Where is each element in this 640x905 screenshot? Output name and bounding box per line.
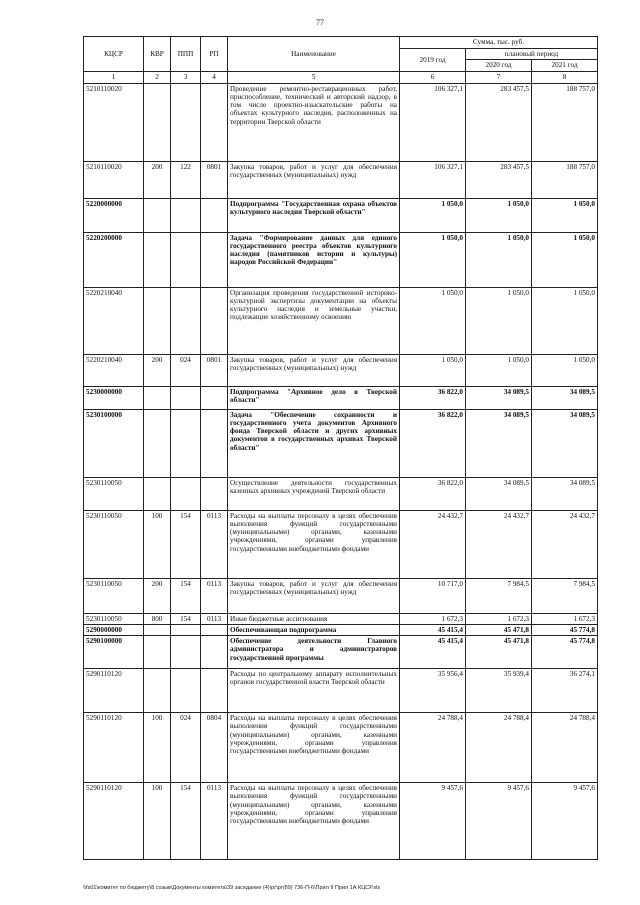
rp-cell: 0804	[201, 713, 228, 783]
rp-cell: 0801	[201, 354, 228, 386]
kcsr-cell: 5230110050	[84, 578, 144, 613]
rp-cell	[201, 669, 228, 713]
ppp-cell	[171, 636, 201, 669]
kcsr-cell: 5290000000	[84, 624, 144, 635]
value-2020-cell: 34 089,5	[466, 386, 532, 409]
kvr-cell	[144, 477, 171, 510]
value-2019-cell: 106 327,1	[400, 83, 466, 161]
kcsr-cell: 5220200000	[84, 232, 144, 287]
header-sum: Сумма, тыс. руб.	[400, 37, 598, 49]
name-cell: Обеспечивающая подпрограмма	[228, 624, 400, 635]
ppp-cell	[171, 232, 201, 287]
kcsr-cell: 5230110050	[84, 477, 144, 510]
value-2020-cell: 24 432,7	[466, 510, 532, 578]
name-cell: Закупка товаров, работ и услуг для обеспечения государственных (муниципальных) нужд	[228, 578, 400, 613]
ppp-cell	[171, 624, 201, 635]
value-2021-cell: 45 774,8	[532, 636, 598, 669]
value-2019-cell: 35 956,4	[400, 669, 466, 713]
value-2020-cell: 283 457,5	[466, 83, 532, 161]
table-row	[84, 386, 598, 409]
rp-cell	[201, 287, 228, 354]
kcsr-cell: 5230000000	[84, 386, 144, 409]
value-2021-cell: 24 788,4	[532, 713, 598, 783]
kcsr-cell: 5220210040	[84, 354, 144, 386]
value-2019-cell: 10 717,0	[400, 578, 466, 613]
value-2020-cell: 34 089,5	[466, 477, 532, 510]
ppp-cell: 154	[171, 613, 201, 624]
kvr-cell: 200	[144, 354, 171, 386]
value-2019-cell: 1 672,3	[400, 613, 466, 624]
ppp-cell	[171, 386, 201, 409]
table-row	[84, 477, 598, 510]
name-cell: Проведение ремонтно-реставрационных работ, приспособление, технический и авторский надзор, в том числе проектно-изыскательские работы на объектах культурного наследия, расположенных на территории Тверской области	[228, 83, 400, 161]
ppp-cell: 122	[171, 161, 201, 198]
table-row	[84, 232, 598, 287]
rp-cell: 0801	[201, 161, 228, 198]
column-number: 2	[144, 71, 171, 83]
header-plan-period: плановый период	[466, 49, 598, 60]
name-cell: Расходы на выплаты персоналу в целях обеспечения выполнения функций государственными (муниципальными) органами, казенными учреждениями, органами управления государственными внебюджетными фондами	[228, 713, 400, 783]
kvr-cell: 100	[144, 713, 171, 783]
kvr-cell	[144, 624, 171, 635]
ppp-cell	[171, 83, 201, 161]
kvr-cell: 100	[144, 510, 171, 578]
value-2020-cell: 24 788,4	[466, 713, 532, 783]
table-row	[84, 510, 598, 578]
kvr-cell	[144, 287, 171, 354]
value-2020-cell: 1 050,0	[466, 232, 532, 287]
kcsr-cell: 5290110120	[84, 669, 144, 713]
table-row	[84, 613, 598, 624]
kvr-cell: 200	[144, 578, 171, 613]
value-2021-cell: 188 757,0	[532, 83, 598, 161]
header-ppp: ППП	[171, 37, 201, 72]
rp-cell	[201, 636, 228, 669]
value-2021-cell: 9 457,6	[532, 783, 598, 860]
value-2021-cell: 1 050,0	[532, 198, 598, 232]
column-number: 5	[228, 71, 400, 83]
table-row	[84, 624, 598, 635]
value-2021-cell: 1 050,0	[532, 354, 598, 386]
value-2020-cell: 1 050,0	[466, 287, 532, 354]
table-row	[84, 287, 598, 354]
header-2021: 2021 год	[532, 60, 598, 71]
value-2020-cell: 7 984,5	[466, 578, 532, 613]
value-2021-cell: 188 757,0	[532, 161, 598, 198]
rp-cell	[201, 624, 228, 635]
ppp-cell: 024	[171, 713, 201, 783]
value-2019-cell: 45 415,4	[400, 636, 466, 669]
name-cell: Обеспечение деятельности Главного администратора и администраторов государственной программы	[228, 636, 400, 669]
value-2019-cell: 24 432,7	[400, 510, 466, 578]
column-number: 7	[466, 71, 532, 83]
value-2021-cell: 34 089,5	[532, 477, 598, 510]
kcsr-cell: 5230110050	[84, 613, 144, 624]
table-row	[84, 783, 598, 860]
table-row	[84, 198, 598, 232]
kcsr-cell: 5290110120	[84, 713, 144, 783]
table-row	[84, 161, 598, 198]
value-2021-cell: 34 089,5	[532, 409, 598, 477]
value-2019-cell: 106 327,1	[400, 161, 466, 198]
kvr-cell: 100	[144, 783, 171, 860]
header-kvr: КВР	[144, 37, 171, 72]
table-row	[84, 636, 598, 669]
kvr-cell	[144, 83, 171, 161]
value-2021-cell: 24 432,7	[532, 510, 598, 578]
value-2021-cell: 36 274,1	[532, 669, 598, 713]
value-2019-cell: 36 822,0	[400, 409, 466, 477]
value-2020-cell: 1 050,0	[466, 198, 532, 232]
rp-cell	[201, 232, 228, 287]
column-number: 4	[201, 71, 228, 83]
table-row	[84, 354, 598, 386]
kvr-cell	[144, 669, 171, 713]
header-name: Наименование	[228, 37, 400, 72]
rp-cell	[201, 477, 228, 510]
header-rp: РП	[201, 37, 228, 72]
value-2019-cell: 1 050,0	[400, 287, 466, 354]
kvr-cell	[144, 198, 171, 232]
name-cell: Подпрограмма "Государственная охрана объектов культурного наследия Тверской области"	[228, 198, 400, 232]
column-number: 8	[532, 71, 598, 83]
rp-cell	[201, 198, 228, 232]
value-2020-cell: 1 672,3	[466, 613, 532, 624]
value-2021-cell: 45 774,8	[532, 624, 598, 635]
table-row	[84, 578, 598, 613]
table-row	[84, 669, 598, 713]
value-2019-cell: 36 822,0	[400, 477, 466, 510]
name-cell: Закупка товаров, работ и услуг для обеспечения государственных (муниципальных) нужд	[228, 354, 400, 386]
value-2019-cell: 24 788,4	[400, 713, 466, 783]
name-cell: Расходы на выплаты персоналу в целях обеспечения выполнения функций государственными (муниципальными) органами, казенными учреждениями, органами управления государственными внебюджетными фондами	[228, 783, 400, 860]
kcsr-cell: 5220000000	[84, 198, 144, 232]
rp-cell: 0113	[201, 613, 228, 624]
ppp-cell: 154	[171, 510, 201, 578]
page-number: 77	[316, 18, 324, 27]
header-2020: 2020 год	[466, 60, 532, 71]
name-cell: Расходы по центральному аппарату исполнительных органов государственной власти Тверской области	[228, 669, 400, 713]
kvr-cell: 200	[144, 161, 171, 198]
ppp-cell	[171, 477, 201, 510]
header-kcsr: КЦСР	[84, 37, 144, 72]
value-2020-cell: 35 939,4	[466, 669, 532, 713]
rp-cell	[201, 83, 228, 161]
kcsr-cell: 5210110020	[84, 83, 144, 161]
kcsr-cell: 5210110020	[84, 161, 144, 198]
kcsr-cell: 5230110050	[84, 510, 144, 578]
kvr-cell	[144, 409, 171, 477]
value-2020-cell: 9 457,6	[466, 783, 532, 860]
kvr-cell	[144, 386, 171, 409]
header-2019: 2019 год	[400, 49, 466, 72]
kcsr-cell: 5290100000	[84, 636, 144, 669]
name-cell: Осуществление деятельности государственных казенных архивных учреждений Тверской области	[228, 477, 400, 510]
file-path-footer: \\fs01\комитет по бюджету\8 созыв\Документы комитета\39 заседание (4)\рг\рг(89) 736-П-6\Прил 9 Прил 1А КЦСР.xls	[83, 885, 381, 891]
value-2020-cell: 283 457,5	[466, 161, 532, 198]
ppp-cell: 154	[171, 578, 201, 613]
kcsr-cell: 5220210040	[84, 287, 144, 354]
kcsr-cell: 5290110120	[84, 783, 144, 860]
value-2021-cell: 7 984,5	[532, 578, 598, 613]
kvr-cell	[144, 636, 171, 669]
value-2020-cell: 45 471,8	[466, 624, 532, 635]
value-2021-cell: 1 050,0	[532, 287, 598, 354]
name-cell: Подпрограмма "Архивное дело в Тверской области"	[228, 386, 400, 409]
value-2020-cell: 34 089,5	[466, 409, 532, 477]
rp-cell	[201, 409, 228, 477]
rp-cell: 0113	[201, 783, 228, 860]
value-2019-cell: 9 457,6	[400, 783, 466, 860]
column-number: 1	[84, 71, 144, 83]
value-2019-cell: 45 415,4	[400, 624, 466, 635]
ppp-cell	[171, 198, 201, 232]
table-row	[84, 409, 598, 477]
value-2019-cell: 1 050,0	[400, 198, 466, 232]
rp-cell: 0113	[201, 510, 228, 578]
value-2020-cell: 45 471,8	[466, 636, 532, 669]
ppp-cell: 154	[171, 783, 201, 860]
value-2020-cell: 1 050,0	[466, 354, 532, 386]
ppp-cell	[171, 287, 201, 354]
kvr-cell: 800	[144, 613, 171, 624]
value-2021-cell: 34 089,5	[532, 386, 598, 409]
rp-cell: 0113	[201, 578, 228, 613]
name-cell: Задача "Формирование данных для единого государственного реестра объектов культурного наследия (памятников истории и культуры) народов Российской Федерации"	[228, 232, 400, 287]
value-2021-cell: 1 050,0	[532, 232, 598, 287]
name-cell: Расходы на выплаты персоналу в целях обеспечения выполнения функций государственными (муниципальными) органами, казенными учреждениями, органами управления государственными внебюджетными фондами	[228, 510, 400, 578]
value-2019-cell: 1 050,0	[400, 232, 466, 287]
table-row	[84, 83, 598, 161]
value-2019-cell: 1 050,0	[400, 354, 466, 386]
value-2021-cell: 1 672,3	[532, 613, 598, 624]
ppp-cell	[171, 409, 201, 477]
kcsr-cell: 5230100000	[84, 409, 144, 477]
name-cell: Закупка товаров, работ и услуг для обеспечения государственных (муниципальных) нужд	[228, 161, 400, 198]
column-number: 6	[400, 71, 466, 83]
rp-cell	[201, 386, 228, 409]
name-cell: Организация проведения государственной историко-культурной экспертизы документации на объекты культурного наследия и земельные участки, подлежащие хозяйственному освоению	[228, 287, 400, 354]
ppp-cell: 024	[171, 354, 201, 386]
name-cell: Задача "Обеспечение сохранности и государственного учета документов Архивного фонда Тверской области и других архивных документов в государственных архивах Тверской области"	[228, 409, 400, 477]
value-2019-cell: 36 822,0	[400, 386, 466, 409]
table-row	[84, 713, 598, 783]
column-number-row	[84, 71, 598, 83]
table-body	[84, 83, 598, 860]
name-cell: Иные бюджетные ассигнования	[228, 613, 400, 624]
kvr-cell	[144, 232, 171, 287]
budget-table	[83, 36, 598, 860]
ppp-cell	[171, 669, 201, 713]
column-number: 3	[171, 71, 201, 83]
